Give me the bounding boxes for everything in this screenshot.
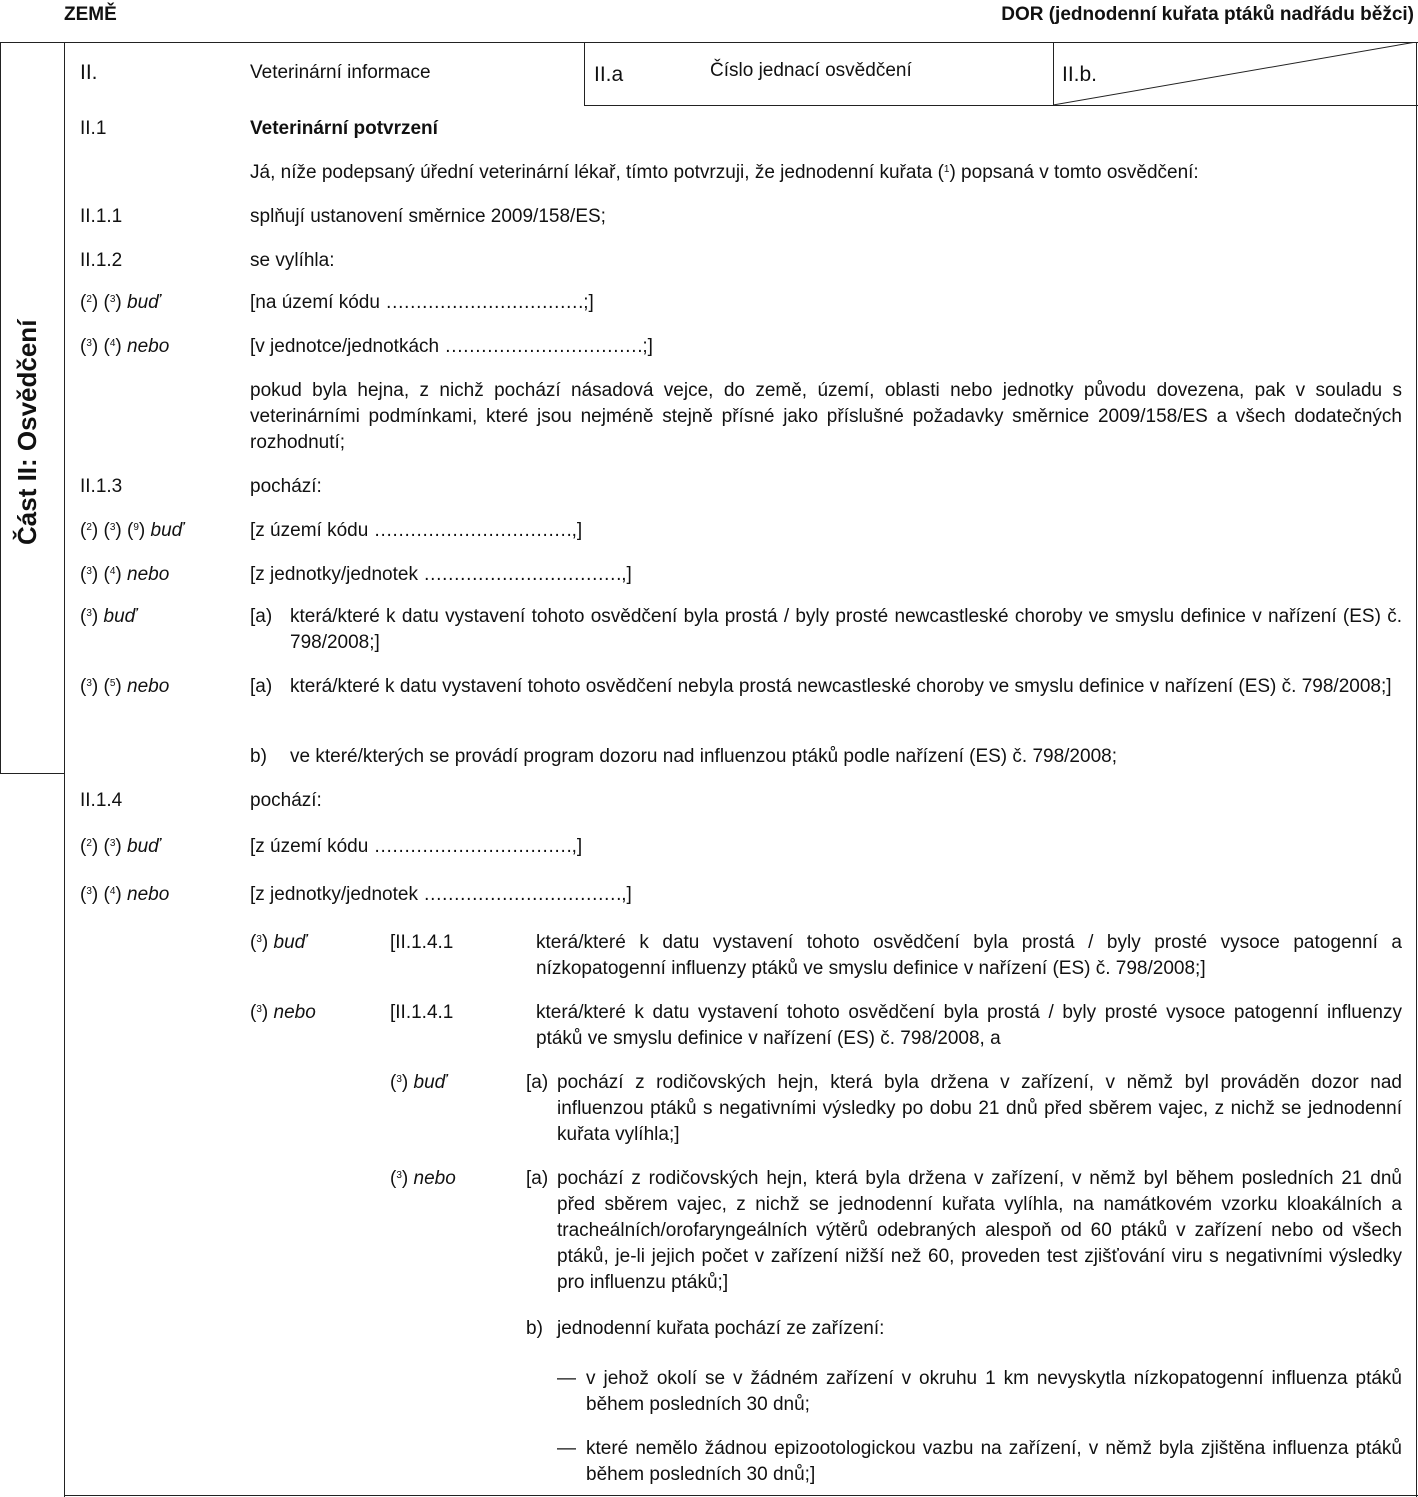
option-label: ($^2$) ($^3$) ($^9$) buď <box>80 520 184 541</box>
parent-flock-surveillance-text: pochází z rodičovských hejn, která byla držena v zařízení, v němž byl prováděn dozor nad influenzou ptáků s negativními výsledky po dobu 21 dnů před sběrem vajec, z nichž se jednodenní kuřata vylíhla;] <box>557 1072 1402 1145</box>
ii11-text: splňují ustanovení směrnice 2009/158/ES; <box>250 206 606 227</box>
pokud-paragraph: pokud byla hejna, z nichž pochází násadová vejce, do země, území, oblasti nebo jednotky původu dovezena, pak v souladu s veterinárními podmínkami, které jsou nejméně stejně přísné jako příslušné požadavky směrnice 2009/158/ES a všech dodatečných rozhodnutí; <box>250 380 1402 453</box>
frame-left-line <box>64 42 65 1497</box>
option-label: ($^3$) nebo <box>390 1168 456 1189</box>
unit-line: [z jednotky/jednotek ……………………………,] <box>250 564 632 585</box>
dash-bullet: — <box>557 1368 576 1389</box>
section-iib-number: II.b. <box>1062 63 1098 86</box>
country-label: ZEMĚ <box>64 4 117 25</box>
side-label: Část II: Osvědčení <box>12 319 42 545</box>
frame-right-line <box>1416 42 1417 1497</box>
parent-flock-testing-text: pochází z rodičovských hejn, která byla držena v zařízení, v němž byl během posledních 21 dnů před sběrem vajec, z nichž se jednodenní kuřata vylíhla, na namátkovém vzorku kloakálních a tracheálních/orofaryngeálních výtěrů odebraných alespoň od 60 ptáků v zařízení nebo od všech ptáků, je-li jejich počet v zařízení nižší než 60, proveden test zjišťování viru s negativními výsledky pro influenzu ptáků;] <box>557 1168 1402 1293</box>
clause-label: [a) <box>250 606 273 627</box>
ii12-text: se vylíhla: <box>250 250 335 271</box>
dash-bullet: — <box>557 1438 576 1459</box>
clause-label: b) <box>526 1318 543 1339</box>
unit-line: [z jednotky/jednotek ……………………………,] <box>250 884 632 905</box>
frame-bottom-line <box>64 1495 1418 1496</box>
ii1-number: II.1 <box>80 118 107 139</box>
option-label: ($^2$) ($^3$) buď <box>80 836 161 857</box>
no-lpai-1km-text: v jehož okolí se v žádném zařízení v okruhu 1 km nevyskytla nízkopatogenní influenza ptáků během posledních 30 dnů; <box>586 1368 1402 1415</box>
option-label: ($^3$) ($^4$) nebo <box>80 564 170 585</box>
territory-code-line: [z území kódu ……………………………,] <box>250 836 583 857</box>
option-label: ($^2$) ($^3$) buď <box>80 292 161 313</box>
document-title: DOR (jednodenní kuřata ptáků nadřádu běžci) <box>1001 4 1414 25</box>
option-label: ($^3$) ($^4$) nebo <box>80 884 170 905</box>
newcastle-not-free-text: která/které k datu vystavení tohoto osvědčení nebyla prostá newcastleské choroby ve smyslu definice v nařízení (ES) č. 798/2008;] <box>290 676 1392 697</box>
section-iia-label: Číslo jednací osvědčení <box>710 60 912 81</box>
unit-line: [v jednotce/jednotkách ……………………………;] <box>250 336 653 357</box>
clause-label: b) <box>250 746 267 767</box>
clause-label: [a) <box>526 1168 549 1189</box>
option-label: ($^3$) buď <box>250 932 307 953</box>
ii13-number: II.1.3 <box>80 476 123 497</box>
ii11-number: II.1.1 <box>80 206 123 227</box>
ii12-number: II.1.2 <box>80 250 123 271</box>
option-label: ($^3$) buď <box>80 606 137 627</box>
option-label: ($^3$) buď <box>390 1072 447 1093</box>
option-label: ($^3$) nebo <box>250 1002 316 1023</box>
ii14-number: II.1.4 <box>80 790 123 811</box>
hpai-free-text: která/které k datu vystavení tohoto osvědčení byla prostá / byly prosté vysoce patogenní influenzy ptáků ve smyslu definice v nařízení (ES) č. 798/2008, a <box>536 1002 1402 1049</box>
intro-statement: Já, níže podepsaný úřední veterinární lékař, tímto potvrzuji, že jednodenní kuřata ($^1$) popsaná v tomto osvědčení: <box>250 162 1199 183</box>
clause-label: [a) <box>250 676 273 697</box>
establishment-intro: jednodenní kuřata pochází ze zařízení: <box>557 1318 885 1339</box>
ref-label: [II.1.4.1 <box>390 1002 454 1023</box>
hpai-lpai-free-text: která/které k datu vystavení tohoto osvědčení byla prostá / byly prosté vysoce patogenní a nízkopatogenní influenzy ptáků ve smyslu definice v nařízení (ES) č. 798/2008;] <box>536 932 1402 979</box>
no-epidemiological-link-text: které nemělo žádnou epizootologickou vazbu na zařízení, v němž byla zjištěna influenza ptáků během posledních 30 dnů;] <box>586 1438 1402 1485</box>
surveillance-text: ve které/kterých se provádí program dozoru nad influenzou ptáků podle nařízení (ES) č. 798/2008; <box>290 746 1117 767</box>
option-label: ($^3$) ($^4$) nebo <box>80 336 170 357</box>
territory-code-line: [z území kódu ……………………………,] <box>250 520 583 541</box>
territory-code-line: [na území kódu ……………………………;] <box>250 292 594 313</box>
ref-label: [II.1.4.1 <box>390 932 454 953</box>
ii13-text: pochází: <box>250 476 322 497</box>
section-ii-number: II. <box>80 61 98 84</box>
ii1-title: Veterinární potvrzení <box>250 118 438 139</box>
section-ii-label: Veterinární informace <box>250 62 431 83</box>
section-iia-number: II.a <box>594 63 624 86</box>
clause-label: [a) <box>526 1072 549 1093</box>
ii14-text: pochází: <box>250 790 322 811</box>
box-iia-left <box>584 42 585 105</box>
box-iib-diagonal <box>1053 42 1418 106</box>
option-label: ($^3$) ($^5$) nebo <box>80 676 170 697</box>
newcastle-free-text: která/které k datu vystavení tohoto osvědčení byla prostá / byly prosté newcastleské choroby ve smyslu definice v nařízení (ES) č. 798/2008;] <box>290 606 1402 653</box>
